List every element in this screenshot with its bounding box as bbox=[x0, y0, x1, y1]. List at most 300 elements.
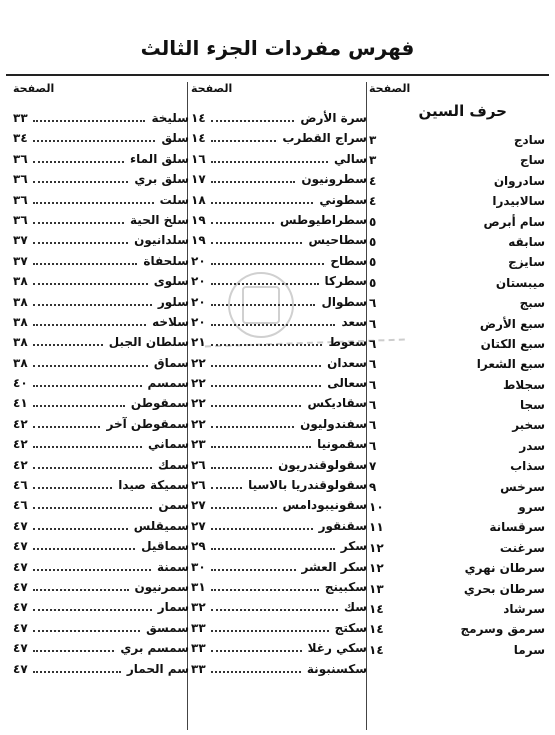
entry-term: سعالى bbox=[327, 376, 367, 391]
page-column-header: الصفحة bbox=[13, 82, 55, 95]
entry-term: سكر bbox=[340, 539, 367, 554]
title-rule bbox=[6, 74, 549, 76]
entry-page-number: ٣٢ bbox=[191, 600, 206, 615]
entry-page-number: ٥ bbox=[369, 255, 377, 270]
index-entry bbox=[13, 414, 189, 434]
dot-leader bbox=[33, 333, 103, 346]
dot-leader bbox=[211, 333, 322, 346]
index-entry bbox=[13, 638, 189, 658]
index-entry bbox=[191, 557, 367, 577]
dot-leader bbox=[389, 582, 458, 593]
entry-term: سرغنت bbox=[499, 540, 545, 555]
entry-term: سماق bbox=[153, 355, 189, 370]
dot-leader bbox=[33, 415, 100, 428]
dot-leader bbox=[389, 520, 483, 531]
dot-leader bbox=[211, 272, 319, 285]
index-entry bbox=[369, 212, 545, 232]
dot-leader bbox=[211, 129, 276, 142]
dot-leader bbox=[211, 293, 315, 306]
entry-page-number: ٢٦ bbox=[191, 478, 206, 493]
entry-term: سم الحمار bbox=[126, 661, 189, 676]
entry-term: سطراطيوطس bbox=[279, 212, 367, 227]
index-entry bbox=[13, 495, 189, 515]
entry-term: سلق بري bbox=[134, 172, 189, 187]
index-entry bbox=[13, 475, 189, 495]
index-entry bbox=[191, 271, 367, 291]
dot-leader bbox=[33, 435, 142, 448]
entry-term: سالي bbox=[334, 151, 367, 166]
entry-page-number: ٥ bbox=[369, 214, 377, 229]
entry-term: سقونيبودامس bbox=[282, 498, 367, 513]
index-entry bbox=[13, 659, 189, 679]
index-entry bbox=[191, 516, 367, 536]
index-entry bbox=[191, 108, 367, 128]
index-entry bbox=[191, 169, 367, 189]
entry-term: سلدانيون bbox=[134, 233, 189, 248]
index-entry bbox=[13, 190, 189, 210]
entry-term: سلق الماء bbox=[130, 151, 189, 166]
dot-leader bbox=[33, 109, 145, 122]
entry-term: سعدان bbox=[327, 355, 367, 370]
dot-leader bbox=[211, 415, 294, 428]
entry-term: سقاديكس bbox=[307, 396, 367, 411]
entry-page-number: ٣٦ bbox=[13, 151, 28, 166]
entry-page-number: ٦ bbox=[369, 438, 377, 453]
entry-term: سمقوطن آخر bbox=[106, 416, 189, 431]
dot-leader bbox=[211, 496, 277, 509]
entry-page-number: ٣١ bbox=[191, 579, 206, 594]
entry-term: سالابيدرا bbox=[492, 194, 545, 209]
entry-page-number: ٢٢ bbox=[191, 396, 206, 411]
index-entry bbox=[13, 271, 189, 291]
entry-page-number: ٤ bbox=[369, 194, 377, 209]
entry-page-number: ٢٧ bbox=[191, 518, 206, 533]
dot-leader bbox=[33, 374, 142, 387]
entry-page-number: ٤٧ bbox=[13, 579, 28, 594]
entry-page-number: ٢٢ bbox=[191, 376, 206, 391]
dot-leader bbox=[389, 194, 486, 205]
index-entry bbox=[369, 538, 545, 558]
entry-page-number: ١٤ bbox=[369, 601, 384, 616]
index-entry bbox=[369, 130, 545, 150]
entry-page-number: ١٤ bbox=[191, 111, 206, 125]
dot-leader bbox=[389, 561, 459, 572]
entry-page-number: ١٩ bbox=[191, 212, 206, 227]
entry-page-number: ٢٠ bbox=[191, 253, 206, 268]
entry-page-number: ٣ bbox=[369, 133, 377, 147]
dot-leader bbox=[211, 456, 272, 469]
dot-leader bbox=[211, 476, 242, 489]
index-entry bbox=[369, 415, 545, 435]
dot-leader bbox=[33, 354, 148, 367]
entry-page-number: ٣٦ bbox=[13, 192, 28, 207]
dot-leader bbox=[33, 517, 128, 530]
dot-leader bbox=[211, 191, 313, 204]
entry-term: سام أبرص bbox=[483, 214, 545, 229]
entry-term: سطاحيس bbox=[308, 233, 367, 248]
index-entry bbox=[191, 149, 367, 169]
dot-leader bbox=[211, 252, 324, 265]
entry-page-number: ٢٣ bbox=[191, 437, 206, 452]
dot-leader bbox=[33, 394, 125, 407]
index-entry bbox=[191, 190, 367, 210]
entry-term: سمقوطن bbox=[130, 396, 189, 411]
dot-leader bbox=[389, 480, 494, 491]
dot-leader bbox=[211, 517, 313, 530]
entry-term: سقولوقندريون bbox=[278, 457, 367, 472]
index-entry bbox=[13, 434, 189, 454]
dot-leader bbox=[33, 537, 135, 550]
index-entry bbox=[369, 150, 545, 170]
entry-page-number: ١٠ bbox=[369, 500, 384, 515]
entry-term: سعد bbox=[341, 314, 367, 329]
index-entry bbox=[369, 619, 545, 639]
index-entry bbox=[369, 517, 545, 537]
entry-term: سمسم بري bbox=[120, 641, 189, 656]
entry-term: سمن bbox=[158, 498, 189, 513]
dot-leader bbox=[33, 476, 112, 489]
entry-page-number: ٢٠ bbox=[191, 274, 206, 289]
entry-term: سذاب bbox=[510, 459, 545, 474]
entry-term: سلوى bbox=[153, 274, 189, 289]
dot-leader bbox=[211, 558, 296, 571]
entry-page-number: ١٤ bbox=[369, 642, 384, 657]
entry-term: سابقه bbox=[508, 234, 545, 249]
entry-page-number: ٣٨ bbox=[13, 335, 28, 350]
entry-term: سلور bbox=[157, 294, 189, 309]
entry-page-number: ٤ bbox=[369, 173, 377, 188]
index-entry bbox=[191, 475, 367, 495]
entry-term: سلق bbox=[161, 131, 189, 146]
dot-leader bbox=[211, 435, 311, 448]
dot-leader bbox=[33, 231, 128, 244]
entry-page-number: ٦ bbox=[369, 357, 377, 372]
dot-leader bbox=[389, 276, 490, 287]
dot-leader bbox=[389, 459, 504, 470]
entry-term: سدر bbox=[519, 438, 545, 453]
entry-term: سبج bbox=[519, 296, 545, 311]
index-entry bbox=[13, 353, 189, 373]
entry-term: سطوال bbox=[321, 294, 367, 309]
entry-page-number: ٤٧ bbox=[13, 600, 28, 615]
entry-page-number: ٣٣ bbox=[191, 620, 206, 635]
index-entry bbox=[13, 108, 189, 128]
entry-page-number: ٧ bbox=[369, 459, 377, 474]
entry-term: سمرنيون bbox=[134, 579, 189, 594]
index-entry bbox=[369, 436, 545, 456]
index-entry bbox=[13, 536, 189, 556]
entry-page-number: ٤٦ bbox=[13, 478, 28, 493]
entry-term: سرقسانة bbox=[489, 520, 545, 535]
dot-leader bbox=[389, 174, 488, 185]
entry-term: سلاخه bbox=[152, 314, 189, 329]
index-entry bbox=[13, 557, 189, 577]
index-entry bbox=[13, 332, 189, 352]
dot-leader bbox=[389, 541, 494, 552]
entry-page-number: ٦ bbox=[369, 336, 377, 351]
index-entry bbox=[13, 210, 189, 230]
entry-page-number: ٤٧ bbox=[13, 518, 28, 533]
dot-leader bbox=[33, 496, 152, 509]
entry-page-number: ٥ bbox=[369, 275, 377, 290]
entry-term: سلخ الحية bbox=[130, 212, 189, 227]
dot-leader bbox=[389, 643, 508, 654]
dot-leader bbox=[33, 456, 152, 469]
entry-page-number: ٤٧ bbox=[13, 620, 28, 635]
entry-page-number: ١٦ bbox=[191, 151, 206, 166]
index-entry bbox=[369, 599, 545, 619]
index-entry bbox=[191, 353, 367, 373]
entry-page-number: ٣ bbox=[369, 153, 377, 168]
dot-leader bbox=[389, 215, 477, 226]
index-entry bbox=[13, 128, 189, 148]
index-entry bbox=[369, 395, 545, 415]
entry-page-number: ١٢ bbox=[369, 561, 384, 576]
entry-term: سطرونيون bbox=[301, 172, 367, 187]
entry-term: سك bbox=[344, 600, 367, 615]
dot-leader bbox=[211, 231, 302, 244]
entry-term: سرة الأرض bbox=[300, 111, 367, 125]
dot-leader bbox=[389, 235, 502, 246]
dot-leader bbox=[389, 378, 497, 389]
dot-leader bbox=[33, 313, 146, 326]
entry-page-number: ٢٢ bbox=[191, 355, 206, 370]
entry-page-number: ٣٧ bbox=[13, 253, 28, 268]
entry-term: سمسق bbox=[146, 620, 189, 635]
dot-leader bbox=[211, 109, 294, 122]
entry-term: سبع الكتان bbox=[480, 336, 545, 351]
index-entry bbox=[13, 149, 189, 169]
dot-leader bbox=[389, 337, 475, 348]
dot-leader bbox=[33, 252, 137, 265]
dot-leader bbox=[33, 619, 140, 632]
index-entry bbox=[191, 597, 367, 617]
dot-leader bbox=[33, 170, 128, 183]
entry-page-number: ٣٤ bbox=[13, 131, 28, 146]
entry-page-number: ٤٠ bbox=[13, 376, 28, 391]
index-entry bbox=[13, 230, 189, 250]
dot-leader bbox=[211, 170, 295, 183]
index-entry bbox=[191, 618, 367, 638]
dot-leader bbox=[211, 394, 301, 407]
index-entry bbox=[369, 477, 545, 497]
index-entry bbox=[13, 169, 189, 189]
entry-term: سميقلس bbox=[133, 518, 189, 533]
entry-page-number: ٢٧ bbox=[191, 498, 206, 513]
dot-leader bbox=[33, 129, 155, 142]
entry-page-number: ٢٦ bbox=[191, 457, 206, 472]
entry-term: سرشاد bbox=[503, 601, 545, 616]
entry-term: سفندوليون bbox=[300, 416, 367, 431]
entry-term: سايزج bbox=[508, 255, 545, 270]
dot-leader bbox=[389, 317, 474, 328]
dot-leader bbox=[33, 558, 151, 571]
entry-term: سرطان بحري bbox=[463, 581, 545, 596]
dot-leader bbox=[389, 296, 514, 307]
entry-page-number: ٤٧ bbox=[13, 641, 28, 656]
dot-leader bbox=[389, 500, 512, 511]
index-entry bbox=[369, 354, 545, 374]
dot-leader bbox=[389, 398, 514, 409]
entry-page-number: ٤٧ bbox=[13, 661, 28, 676]
entry-page-number: ٥ bbox=[369, 234, 377, 249]
entry-term: سمار bbox=[157, 600, 189, 615]
index-entry bbox=[191, 251, 367, 271]
index-entry bbox=[191, 230, 367, 250]
index-entry bbox=[13, 597, 189, 617]
index-entry bbox=[369, 232, 545, 252]
entry-term: سكسنبونة bbox=[306, 661, 367, 676]
dot-leader bbox=[33, 150, 124, 163]
entry-page-number: ٢٢ bbox=[191, 416, 206, 431]
dot-leader bbox=[33, 272, 148, 285]
entry-page-number: ٤٢ bbox=[13, 437, 28, 452]
entry-page-number: ٣٣ bbox=[13, 111, 28, 125]
index-entry bbox=[191, 414, 367, 434]
entry-term: سادج bbox=[513, 133, 545, 147]
index-entry bbox=[369, 640, 545, 660]
index-entry bbox=[13, 292, 189, 312]
entry-term: سطركا bbox=[324, 274, 367, 289]
index-entry bbox=[13, 312, 189, 332]
entry-term: سرخس bbox=[500, 479, 545, 494]
page-column-header: الصفحة bbox=[191, 82, 233, 95]
entry-term: سلت bbox=[159, 192, 189, 207]
entry-term: سرطان نهري bbox=[464, 561, 545, 576]
entry-page-number: ١٨ bbox=[191, 192, 206, 207]
entry-page-number: ١٢ bbox=[369, 540, 384, 555]
entry-term: سكر العشر bbox=[301, 559, 367, 574]
index-entry bbox=[191, 393, 367, 413]
index-entry bbox=[369, 273, 545, 293]
entry-term: سلطان الجبل bbox=[108, 335, 189, 350]
index-entry bbox=[369, 252, 545, 272]
index-entry bbox=[191, 659, 367, 679]
entry-term: سكتج bbox=[334, 620, 367, 635]
index-entry bbox=[191, 373, 367, 393]
dot-leader bbox=[389, 602, 497, 613]
dot-leader bbox=[211, 578, 319, 591]
entry-page-number: ٢١ bbox=[191, 335, 206, 350]
dot-leader bbox=[389, 439, 513, 450]
index-entry bbox=[191, 210, 367, 230]
dot-leader bbox=[389, 255, 502, 266]
dot-leader bbox=[211, 354, 321, 367]
dot-leader bbox=[211, 619, 329, 632]
index-entry bbox=[369, 171, 545, 191]
entry-term: سعوط bbox=[328, 335, 367, 350]
entry-page-number: ٣٨ bbox=[13, 274, 28, 289]
entry-page-number: ١٣ bbox=[369, 581, 384, 596]
entry-page-number: ٣٦ bbox=[13, 212, 28, 227]
dot-leader bbox=[389, 622, 455, 633]
page-title: فهرس مفردات الجزء الثالث bbox=[140, 36, 415, 60]
index-column-2 bbox=[191, 80, 367, 730]
index-entry bbox=[191, 577, 367, 597]
index-entry bbox=[13, 393, 189, 413]
dot-leader bbox=[211, 313, 335, 326]
entry-page-number: ٩ bbox=[369, 479, 377, 494]
index-entry bbox=[191, 332, 367, 352]
entry-page-number: ٤٢ bbox=[13, 416, 28, 431]
dot-leader bbox=[33, 598, 152, 611]
entry-term: سميكة صيدا bbox=[118, 478, 189, 493]
entry-term: سجا bbox=[520, 398, 545, 413]
dot-leader bbox=[389, 357, 471, 368]
entry-page-number: ٣٣ bbox=[191, 641, 206, 656]
entry-page-number: ٦ bbox=[369, 296, 377, 311]
dot-leader bbox=[33, 293, 152, 306]
entry-term: سليخة bbox=[151, 111, 189, 125]
entry-page-number: ٣٠ bbox=[191, 559, 206, 574]
dot-leader bbox=[33, 639, 114, 652]
index-entry bbox=[369, 314, 545, 334]
index-column-3 bbox=[13, 80, 189, 730]
entry-page-number: ٢٩ bbox=[191, 539, 206, 554]
entry-term: سبع الشعرا bbox=[476, 357, 545, 372]
entry-term: سبع الأرض bbox=[479, 316, 545, 331]
entry-page-number: ١٧ bbox=[191, 172, 206, 187]
entry-term: سجلاط bbox=[502, 377, 545, 392]
dot-leader bbox=[211, 211, 274, 224]
index-entry bbox=[191, 292, 367, 312]
index-entry bbox=[369, 456, 545, 476]
entry-term: سرو bbox=[518, 500, 545, 515]
dot-leader bbox=[33, 211, 124, 224]
index-entry bbox=[191, 536, 367, 556]
entry-page-number: ٦ bbox=[369, 418, 377, 433]
index-entry bbox=[369, 497, 545, 517]
index-entry bbox=[13, 373, 189, 393]
entry-page-number: ١١ bbox=[369, 520, 384, 535]
index-entry bbox=[369, 191, 545, 211]
dot-leader bbox=[211, 150, 328, 163]
index-entry bbox=[191, 312, 367, 332]
index-entry bbox=[369, 375, 545, 395]
entry-page-number: ٤٧ bbox=[13, 559, 28, 574]
entry-term: سادروان bbox=[493, 173, 545, 188]
index-entry bbox=[191, 455, 367, 475]
entry-term: سمسم bbox=[147, 376, 189, 391]
entry-page-number: ٤٧ bbox=[13, 539, 28, 554]
entry-term: سخبر bbox=[512, 418, 545, 433]
entry-term: سمنة bbox=[156, 559, 189, 574]
dot-leader bbox=[211, 537, 335, 550]
index-entry bbox=[13, 455, 189, 475]
index-entry bbox=[13, 251, 189, 271]
entry-term: سطوني bbox=[319, 192, 367, 207]
index-entry bbox=[369, 293, 545, 313]
dot-leader bbox=[211, 598, 338, 611]
dot-leader bbox=[211, 639, 302, 652]
index-entry bbox=[369, 579, 545, 599]
entry-term: سماني bbox=[148, 437, 189, 452]
entry-page-number: ٢٠ bbox=[191, 314, 206, 329]
section-heading: حرف السين bbox=[418, 102, 507, 120]
entry-page-number: ٢٠ bbox=[191, 294, 206, 309]
index-entry bbox=[191, 638, 367, 658]
entry-term: سقمونيا bbox=[317, 437, 367, 452]
entry-page-number: ٣٨ bbox=[13, 294, 28, 309]
dot-leader bbox=[33, 191, 154, 204]
dot-leader bbox=[389, 418, 506, 429]
entry-term: سمك bbox=[157, 457, 189, 472]
index-entry bbox=[369, 334, 545, 354]
entry-page-number: ١٩ bbox=[191, 233, 206, 248]
index-entry bbox=[369, 558, 545, 578]
entry-page-number: ٤١ bbox=[13, 396, 28, 411]
page-column-header: الصفحة bbox=[369, 82, 411, 95]
